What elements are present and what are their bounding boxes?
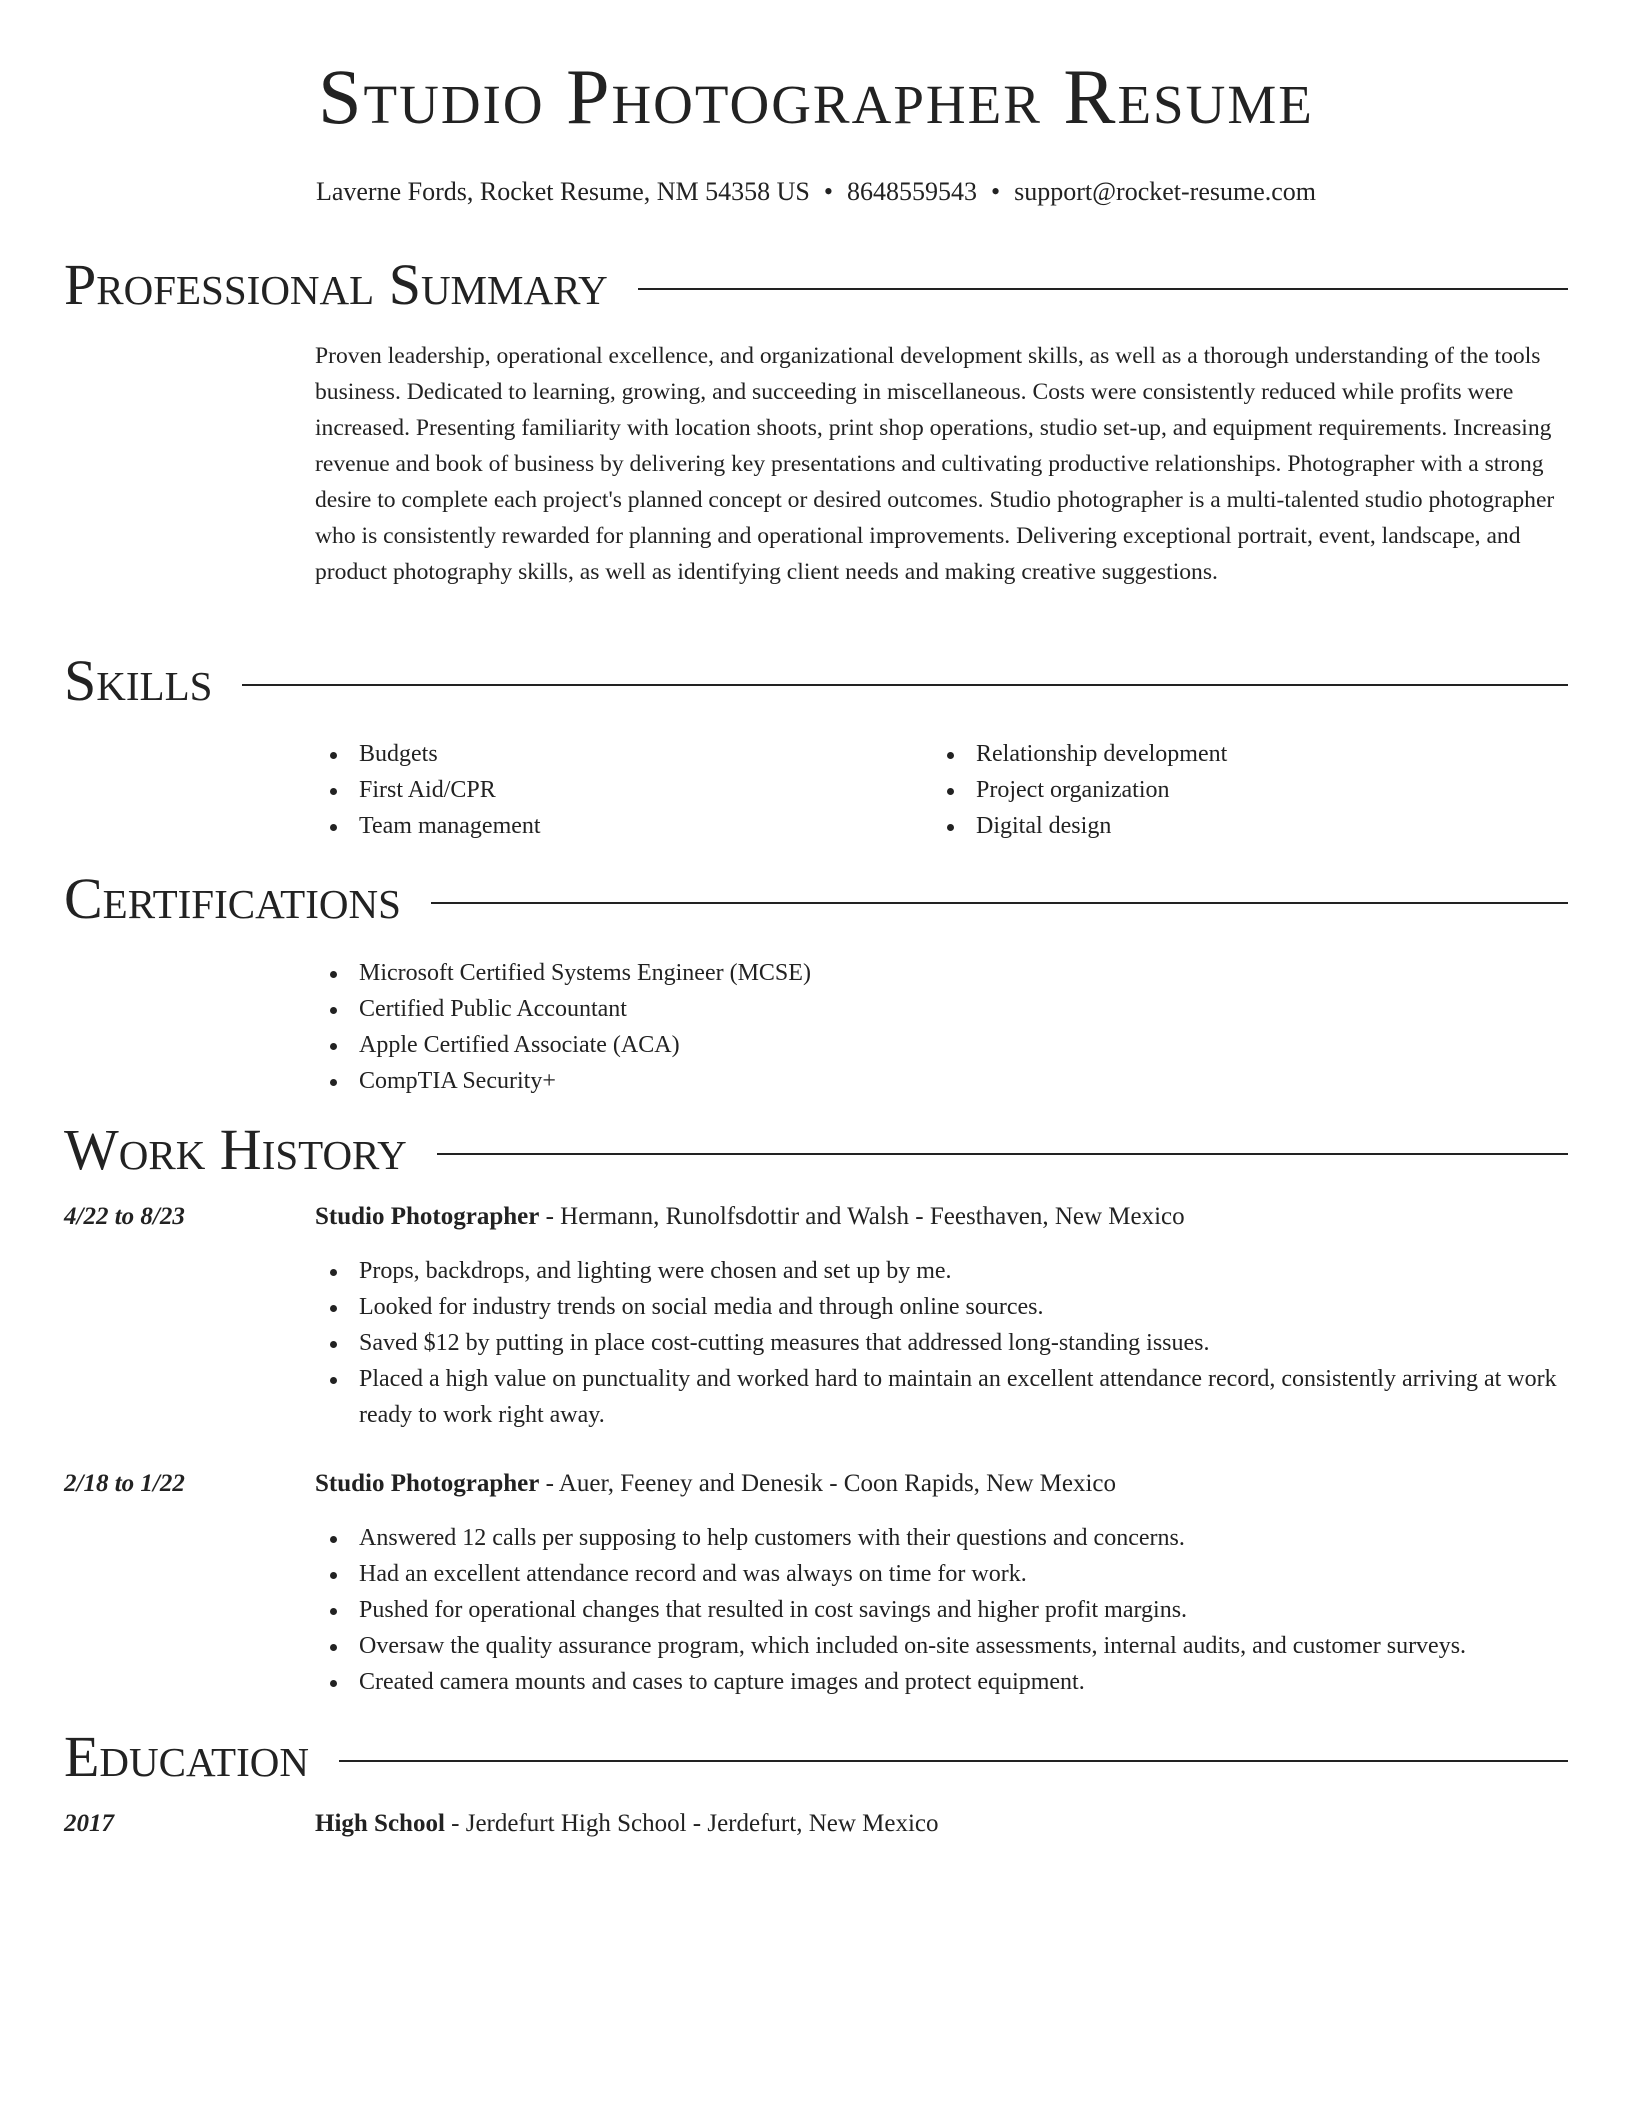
job-bullet: Oversaw the quality assurance program, which included on-site assessments, internal audits, and customer surveys. xyxy=(315,1628,1570,1664)
work-heading: Work History xyxy=(64,1118,437,1182)
education-year: 2017 xyxy=(64,1810,114,1837)
certification-item: CompTIA Security+ xyxy=(315,1063,1565,1099)
job-bullet: Saved $12 by putting in place cost-cutting measures that addressed long-standing issues. xyxy=(315,1325,1570,1361)
job-employer: - Hermann, Runolfsdottir and Walsh - Feesthaven, New Mexico xyxy=(539,1203,1185,1230)
job-bullet: Placed a high value on punctuality and worked hard to maintain an excellent attendance record, consistently arriving at work ready to work right away. xyxy=(315,1361,1570,1433)
job-bullets xyxy=(315,1520,1570,1700)
contact-separator: • xyxy=(823,177,833,206)
job-dates: 2/18 to 1/22 xyxy=(64,1470,185,1497)
job-header xyxy=(315,1199,1570,1235)
page-title: Studio Photographer Resume xyxy=(318,53,1314,140)
certifications-list xyxy=(315,955,1565,1099)
job-bullet: Pushed for operational changes that resulted in cost savings and higher profit margins. xyxy=(315,1592,1570,1628)
job-title: Studio Photographer xyxy=(315,1203,540,1230)
summary-section-header xyxy=(64,253,1568,317)
skills-section-header xyxy=(64,649,1568,713)
contact-separator: • xyxy=(991,177,1001,206)
skill-item: Project organization xyxy=(932,772,1532,808)
skill-item: Team management xyxy=(315,808,915,844)
skill-item: Relationship development xyxy=(932,736,1532,772)
skill-item: Digital design xyxy=(932,808,1532,844)
contact-address: Laverne Fords, Rocket Resume, NM 54358 US xyxy=(315,177,810,206)
skills-heading: Skills xyxy=(64,649,242,713)
section-divider xyxy=(64,684,1568,686)
certification-item: Apple Certified Associate (ACA) xyxy=(315,1027,1565,1063)
job-header xyxy=(315,1466,1570,1502)
education-section-header xyxy=(64,1725,1568,1789)
job-dates: 4/22 to 8/23 xyxy=(64,1203,185,1230)
work-section-header xyxy=(64,1118,1568,1182)
job-bullet: Props, backdrops, and lighting were chosen and set up by me. xyxy=(315,1253,1570,1289)
job-bullet: Looked for industry trends on social media and through online sources. xyxy=(315,1289,1570,1325)
skills-list-left xyxy=(315,736,915,844)
job-bullet: Had an excellent attendance record and was always on time for work. xyxy=(315,1556,1570,1592)
job-employer: - Auer, Feeney and Denesik - Coon Rapids, New Mexico xyxy=(539,1470,1116,1497)
summary-text: Proven leadership, operational excellence, and organizational development skills, as well as a thorough understanding of the tools business. Dedicated to learning, growing, and succeeding in miscellaneous. Costs were consistently reduced while profits were increased. Presenting familiarity with location shoots, print shop operations, studio set-up, and equipment requirements. Increasing revenue and book of business by delivering key presentations and cultivating productive relationships. Photographer with a strong desire to complete each project's planned concept or desired outcomes. Studio photographer is a multi-talented studio photographer who is consistently rewarded for planning and operational improvements. Delivering exceptional portrait, event, landscape, and product photography skills, as well as identifying client needs and making creative suggestions. xyxy=(315,343,1555,585)
certifications-heading: Certifications xyxy=(64,867,431,931)
contact-phone: 8648559543 xyxy=(847,177,977,206)
contact-email: support@rocket-resume.com xyxy=(1014,177,1317,206)
education-degree: High School xyxy=(315,1810,445,1837)
certification-item: Certified Public Accountant xyxy=(315,991,1565,1027)
education-heading: Education xyxy=(64,1725,339,1789)
certifications-section-header xyxy=(64,867,1568,931)
education-school: - Jerdefurt High School - Jerdefurt, New Mexico xyxy=(444,1810,939,1837)
skill-item: Budgets xyxy=(315,736,915,772)
contact-line xyxy=(0,176,1632,208)
job-title: Studio Photographer xyxy=(315,1470,540,1497)
skills-list-right xyxy=(932,736,1532,844)
certification-item: Microsoft Certified Systems Engineer (MCSE) xyxy=(315,955,1565,991)
job-bullets xyxy=(315,1253,1570,1433)
job-bullet: Created camera mounts and cases to capture images and protect equipment. xyxy=(315,1664,1570,1700)
job-bullet: Answered 12 calls per supposing to help customers with their questions and concerns. xyxy=(315,1520,1570,1556)
summary-heading: Professional Summary xyxy=(64,253,638,317)
skill-item: First Aid/CPR xyxy=(315,772,915,808)
education-entry xyxy=(315,1806,1570,1842)
